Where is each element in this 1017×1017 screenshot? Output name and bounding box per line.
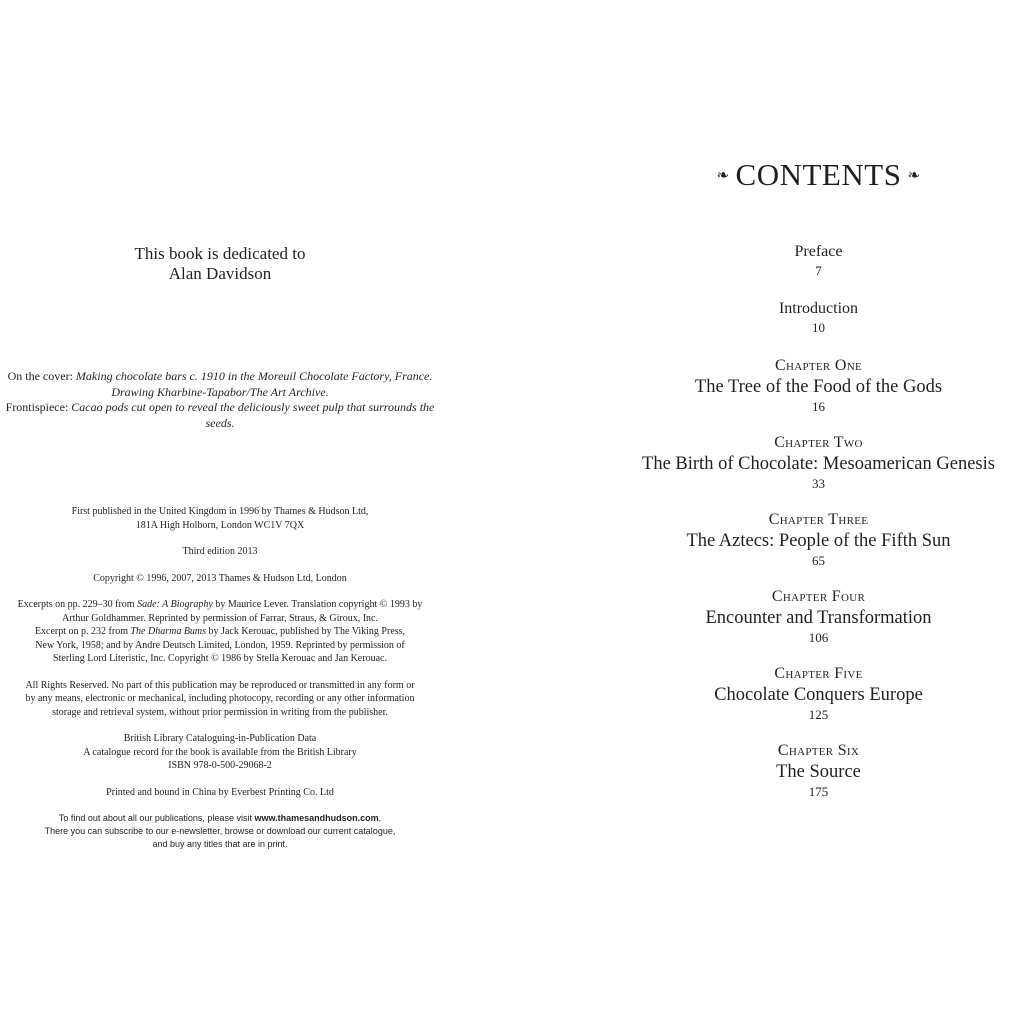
first-published-line: First published in the United Kingdom in 1996 by Thames & Hudson Ltd, <box>71 506 369 517</box>
first-published <box>0 505 440 532</box>
toc-entry-chapter-six <box>620 741 1017 801</box>
toc-entry-chapter-three <box>620 510 1017 570</box>
table-of-contents <box>620 242 1017 818</box>
toc-page-number: 106 <box>808 630 829 645</box>
toc-title: Preface <box>794 243 843 260</box>
contents-title: CONTENTS <box>735 157 902 192</box>
toc-page-number: 7 <box>815 263 822 278</box>
chapter-label: Chapter Two <box>774 434 863 451</box>
toc-title: The Source <box>776 762 861 782</box>
contents-heading <box>620 156 1017 197</box>
excerpt-permissions <box>0 598 440 666</box>
chapter-label: Chapter Three <box>768 511 869 528</box>
toc-entry-preface <box>620 242 1017 280</box>
toc-title: Encounter and Transformation <box>705 608 932 628</box>
rights-line: All Rights Reserved. No part of this publication may be reproduced or transmitted in any form or <box>25 679 415 691</box>
publisher-address: 181A High Holborn, London WC1V 7QX <box>135 519 305 531</box>
cover-credits <box>0 369 440 431</box>
toc-title: Introduction <box>778 300 859 317</box>
excerpt-text: Arthur Goldhammer. Reprinted by permission of Farrar, Straus, & Giroux, Inc. <box>62 612 378 624</box>
cover-label: On the cover: <box>7 369 73 383</box>
cip-line: British Library Cataloguing-in-Publication Data <box>123 733 317 744</box>
excerpt-text: Excerpts on pp. 229–30 from <box>17 599 138 610</box>
publisher-website: www.thamesandhudson.com <box>254 813 379 823</box>
toc-page-number: 125 <box>808 707 829 722</box>
dedicatee-name: Alan Davidson <box>168 264 272 283</box>
edition: Third edition 2013 <box>182 546 258 557</box>
toc-page-number: 33 <box>812 476 825 491</box>
toc-entry-chapter-four <box>620 587 1017 647</box>
toc-entry-introduction <box>620 299 1017 337</box>
fleuron-icon: ❧ <box>716 167 730 184</box>
chapter-label: Chapter Four <box>771 588 866 605</box>
excerpt-text: by Maurice Lever. Translation copyright © 1993 by <box>212 599 423 610</box>
publisher-info-text: and buy any titles that are in print. <box>152 839 288 849</box>
toc-page-number: 175 <box>808 784 829 799</box>
frontispiece-label: Frontispiece: <box>5 400 69 414</box>
imprint <box>0 505 440 864</box>
publisher-info-text: There you can subscribe to our e-newsletter, browse or download our current catalogue, <box>44 826 396 836</box>
chapter-label: Chapter One <box>775 357 862 374</box>
toc-title: Chocolate Conquers Europe <box>714 685 923 705</box>
fleuron-icon: ❧ <box>907 167 921 184</box>
frontispiece-description: Cacao pods cut open to reveal the deliciously sweet pulp that surrounds the seeds. <box>71 400 435 430</box>
toc-title: The Tree of the Food of the Gods <box>694 377 943 397</box>
toc-title: The Aztecs: People of the Fifth Sun <box>686 531 951 551</box>
toc-page-number: 16 <box>812 399 825 414</box>
chapter-label: Chapter Six <box>777 742 860 759</box>
chapter-label: Chapter Five <box>774 665 863 682</box>
printer-info: Printed and bound in China by Everbest Printing Co. Ltd <box>106 786 334 798</box>
rights-line: by any means, electronic or mechanical, including photocopy, recording or any other information <box>25 693 415 704</box>
toc-entry-chapter-two <box>620 433 1017 493</box>
publisher-info-text: . <box>378 813 382 823</box>
excerpt-text: by Jack Kerouac, published by The Viking Press, <box>206 626 406 637</box>
toc-entry-chapter-one <box>620 356 1017 416</box>
dedication <box>0 244 440 284</box>
rights-statement <box>0 679 440 720</box>
excerpt-text: New York, 1958; and by Andre Deutsch Limited, London, 1959. Reprinted by permission of <box>35 639 405 651</box>
excerpt-book-title: Sade: A Biography <box>137 599 213 610</box>
cip-line: A catalogue record for the book is available from the British Library <box>83 746 357 758</box>
copyright: Copyright © 1996, 2007, 2013 Thames & Hudson Ltd, London <box>93 572 347 584</box>
excerpt-text: Sterling Lord Literistic, Inc. Copyright © 1986 by Stella Kerouac and Jan Kerouac. <box>53 653 387 664</box>
toc-title: The Birth of Chocolate: Mesoamerican Genesis <box>642 454 995 474</box>
left-page <box>0 0 440 1017</box>
excerpt-text: Excerpt on p. 232 from <box>34 626 131 637</box>
toc-entry-chapter-five <box>620 664 1017 724</box>
publisher-info-text: To find out about all our publications, please visit <box>58 813 255 823</box>
excerpt-book-title: The Dharma Bums <box>130 626 207 637</box>
cover-description: Making chocolate bars c. 1910 in the Moreuil Chocolate Factory, France. Drawing Kharbine-Tapabor/The Art Archive. <box>75 369 433 399</box>
cataloguing-data <box>0 732 440 773</box>
isbn: ISBN 978-0-500-29068-2 <box>168 760 272 771</box>
toc-page-number: 10 <box>812 320 825 335</box>
rights-line: storage and retrieval system, without prior permission in writing from the publisher. <box>52 706 388 718</box>
toc-page-number: 65 <box>812 553 825 568</box>
dedication-line: This book is dedicated to <box>134 244 306 263</box>
right-page <box>620 0 1017 1017</box>
publisher-info <box>0 812 440 851</box>
